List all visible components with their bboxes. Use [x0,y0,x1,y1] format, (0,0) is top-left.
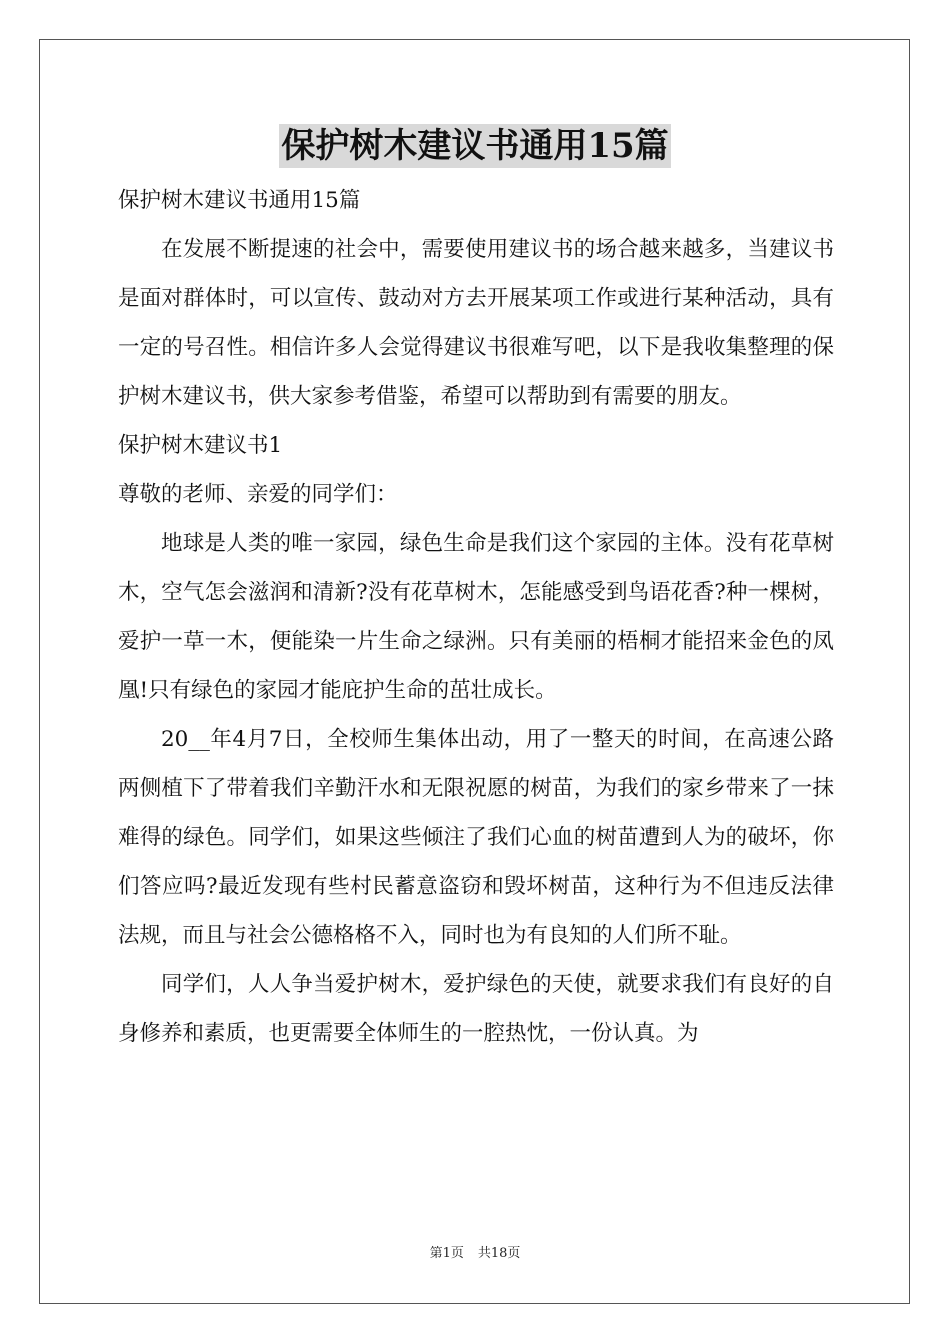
paragraph: 保护树木建议书通用15篇 [118,188,361,213]
paragraph: 尊敬的老师、亲爱的同学们： [118,482,398,507]
document-title: 保护树木建议书通用15篇 [281,126,669,166]
page-footer [0,1244,950,1264]
paragraph: 20__年4月7日，全校师生集体出动，用了一整天的时间，在高速公路两侧植下了带着我们辛勤汗水和无限祝愿的树苗，为我们的家乡带来了一抹难得的绿色。同学们，如果这些倾注了我们心血的树苗遭到人为的破坏，你们答应吗?最近发现有些村民蓄意盗窃和毁坏树苗，这种行为不但违反法律法规，而且与社会公德格格不入，同时也为有良知的人们所不耻。 [118,727,834,948]
paragraph: 保护树木建议书1 [118,433,283,458]
title-container [0,124,950,168]
paragraph: 同学们，人人争当爱护树木，爱护绿色的天使，就要求我们有良好的自身修养和素质，也更需要全体师生的一腔热忱，一份认真。为 [118,972,834,1046]
paragraph: 地球是人类的唯一家园，绿色生命是我们这个家园的主体。没有花草树木，空气怎会滋润和清新?没有花草树木，怎能感受到鸟语花香?种一棵树，爱护一草一木，便能染一片生命之绿洲。只有美丽的梧桐才能招来金色的凤凰!只有绿色的家园才能庇护生命的茁壮成长。 [118,531,834,703]
document-body [118,176,834,1058]
paragraph: 在发展不断提速的社会中，需要使用建议书的场合越来越多，当建议书是面对群体时，可以宣传、鼓动对方去开展某项工作或进行某种活动，具有一定的号召性。相信许多人会觉得建议书很难写吧，以下是我收集整理的保护树木建议书，供大家参考借鉴，希望可以帮助到有需要的朋友。 [118,237,834,409]
page-total: 共18页 [477,1246,521,1261]
page-number: 第1页 [429,1246,464,1261]
